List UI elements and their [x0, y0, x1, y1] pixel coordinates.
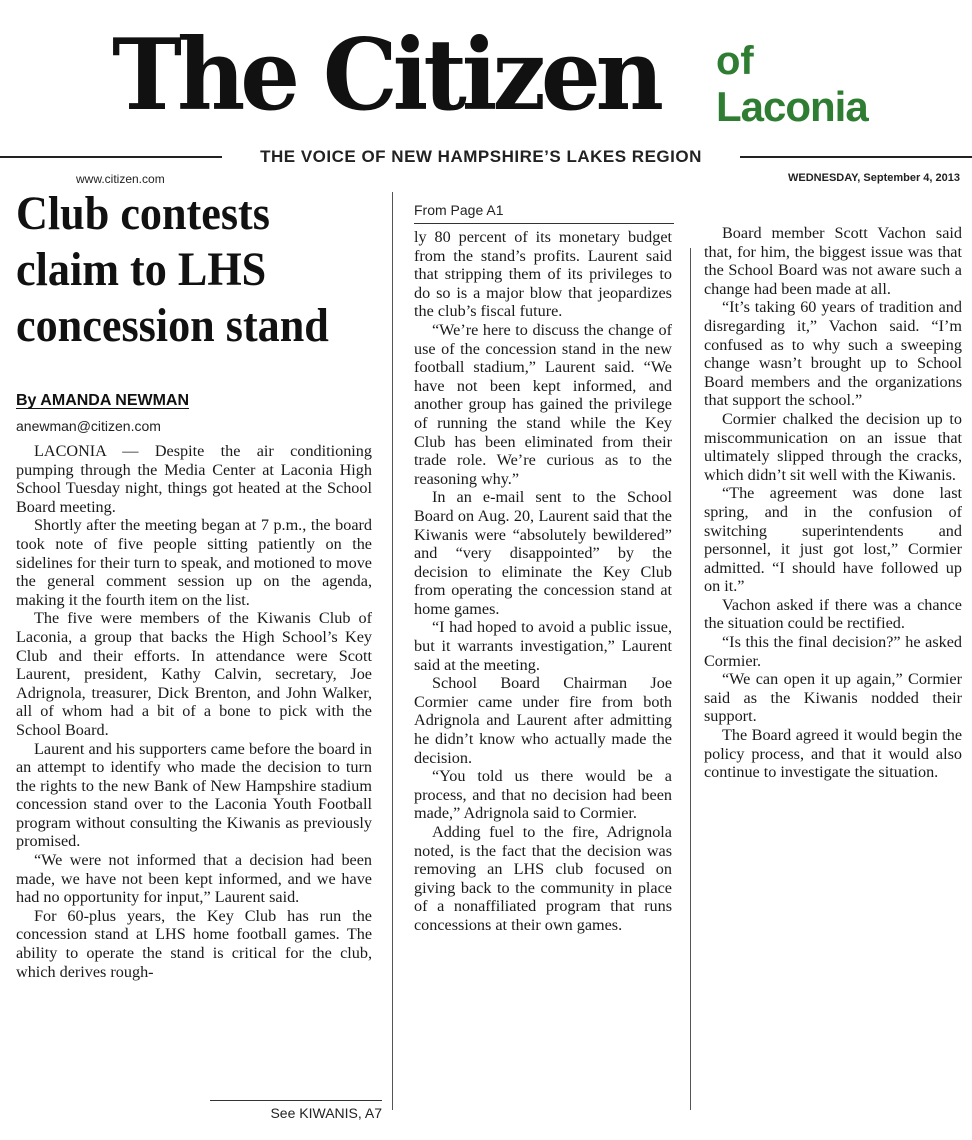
column-divider	[690, 248, 691, 1110]
paragraph: LACONIA — Despite the air conditioning pumping through the Media Center at Laconia High School Tuesday night, things got heated at the School Board meeting.	[16, 442, 372, 516]
paragraph: School Board Chairman Joe Cormier came under fire from both Adrignola and Laurent after admitting he didn’t know who actually made the decision.	[414, 674, 672, 767]
paragraph: “Is this the final decision?” he asked Cormier.	[704, 633, 962, 670]
paragraph: In an e-mail sent to the School Board on Aug. 20, Laurent said that the Kiwanis were “absolutely bewildered” and “very disappointed” by the decision to eliminate the Key Club from operating the concession stand at home games.	[414, 488, 672, 618]
column-divider	[392, 192, 393, 1110]
article-column-3	[704, 224, 962, 782]
paragraph: “The agreement was done last spring, and in the confusion of switching superintendents and personnel, it just got lost,” Cormier admitted. “I should have followed up on it.”	[704, 484, 962, 596]
paragraph: The five were members of the Kiwanis Club of Laconia, a group that backs the High School’s Key Club and their efforts. In attendance were Scott Laurent, president, Kathy Calvin, secretary, Joe Adrignola, treasurer, Dick Brenton, and John Walker, all of whom had a bit of a bone to pick with the School Board.	[16, 609, 372, 739]
paragraph: “We were not informed that a decision had been made, we have not been kept informed, and we have had no opportunity for input,” Laurent said.	[16, 851, 372, 907]
paragraph: “We can open it up again,” Cormier said as the Kiwanis nodded their support.	[704, 670, 962, 726]
paragraph: Adding fuel to the fire, Adrignola noted, is the fact that the decision was removing an LHS club focused on giving back to the community in place of a nonaffiliated program that runs concessions at their own games.	[414, 823, 672, 934]
continued-on-label: See KIWANIS, A7	[210, 1100, 382, 1121]
rule-right	[740, 156, 972, 158]
paragraph: Laurent and his supporters came before the board in an attempt to identify who made the decision to turn the rights to the new Bank of New Hampshire stadium concession stand over to the Laconia Youth Football program without consulting the Kiwanis as previously promised.	[16, 739, 372, 851]
masthead-title: The Citizen	[112, 17, 660, 134]
paragraph: Vachon asked if there was a chance the situation could be rectified.	[704, 595, 962, 633]
byline: By AMANDA NEWMAN	[16, 392, 190, 409]
masthead-city: Laconia	[716, 83, 868, 130]
paragraph: Shortly after the meeting began at 7 p.m., the board took note of five people sitting patiently on the sidelines for their turn to speak, and motioned to move the general comment session up on the agenda, making it the fourth item on the list.	[16, 516, 372, 609]
article-column-2	[414, 228, 672, 935]
rule-left	[0, 156, 222, 158]
paragraph: “I had hoped to avoid a public issue, but it warrants investigation,” Laurent said at the meeting.	[414, 618, 672, 674]
paragraph: “We’re here to discuss the change of use of the concession stand in the new football stadium,” Laurent said. “We have not been kept informed, and another group has gained the privilege of running the stand while the Key Club has been eliminated from their trade role. We’re curious as to the reasoning why.”	[414, 320, 672, 488]
article-column-1	[16, 442, 372, 981]
paragraph: Board member Scott Vachon said that, for him, the biggest issue was that the School Board was not aware such a change had been made at all.	[704, 224, 962, 298]
issue-date: WEDNESDAY, September 4, 2013	[788, 172, 960, 184]
author-email: anewman@citizen.com	[16, 418, 161, 434]
paragraph: For 60-plus years, the Key Club has run the concession stand at LHS home football games. The ability to operate the stand is critical for the club, which derives rough-	[16, 906, 372, 981]
paragraph: “You told us there would be a process, and that no decision had been made,” Adrignola said to Cormier.	[414, 767, 672, 823]
masthead-of: of	[716, 39, 754, 83]
paragraph: “It’s taking 60 years of tradition and disregarding it,” Vachon said. “I’m confused as to why such a sweeping change wasn’t brought up to School Board members and the organizations that support the school.”	[704, 298, 962, 410]
website-url: www.citizen.com	[76, 172, 165, 186]
headline: Club contests claim to LHS concession stand	[16, 187, 329, 352]
tagline: THE VOICE OF NEW HAMPSHIRE’S LAKES REGION	[260, 147, 702, 166]
paragraph: The Board agreed it would begin the policy process, and that it would also continue to investigate the situation.	[704, 726, 962, 782]
continued-from-label: From Page A1	[414, 202, 674, 224]
paragraph: Cormier chalked the decision up to miscommunication on an issue that ultimately slipped through the cracks, which didn’t sit well with the Kiwanis.	[704, 409, 962, 484]
paragraph: ly 80 percent of its monetary budget from the stand’s profits. Laurent said that stripping them of its privileges to do so is a major blow that jeopardizes the club’s fiscal future.	[414, 228, 672, 321]
